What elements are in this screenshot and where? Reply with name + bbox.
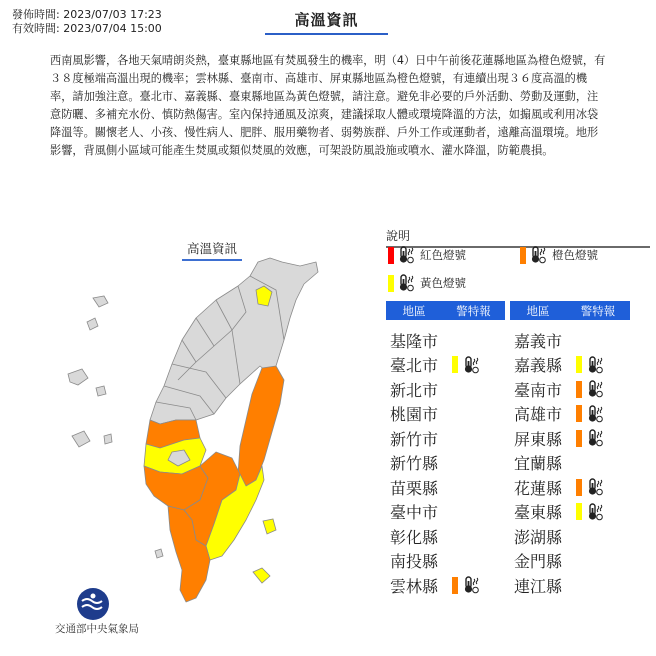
- table-row: [386, 426, 506, 450]
- region-name: 基隆市: [389, 331, 438, 351]
- thermometer-icon: [586, 478, 604, 496]
- region-name: 新竹縣: [389, 454, 438, 473]
- table-row: [386, 524, 506, 548]
- orange-swatch: [520, 247, 526, 264]
- warning-marker: [452, 576, 480, 594]
- orange-level-bar: [576, 430, 582, 447]
- region-name: 宜蘭縣: [513, 454, 562, 473]
- region-name: 苗栗縣: [389, 478, 438, 498]
- map-title: 高溫資訊: [182, 239, 242, 261]
- legend-yellow: [388, 274, 466, 292]
- table-row: [386, 402, 506, 426]
- table-row: [510, 573, 630, 597]
- region-name: 臺北市: [389, 356, 438, 375]
- col-region: 地區: [526, 303, 550, 318]
- region-name: 新竹市: [389, 429, 438, 449]
- table-row: [386, 353, 506, 377]
- description-text: 西南風影響，各地天氣晴朗炎熱，臺東縣地區有焚風發生的機率，明（4）日中午前後花蓮縣地區為橙色燈號，有３８度極端高溫出現的機率；雲林縣、臺南市、高雄市、屏東縣地區為橙色燈號，有連續出現３６度高溫的機率，請加強注意。臺北市、嘉義縣、臺東縣地區為黃色燈號，請注意。避免非必要的戶外活動、勞動及運動，注意防曬、多補充水份、慎防熱傷害。室內保持通風及涼爽，建議採取人體或環境降溫的方法，如搧風或利用冰袋降溫等。關懷老人、小孩、慢性病人、肥胖、服用藥物者、弱勢族群、戶外工作或運動者，遠離高溫環境。地形影響，背風側小區域可能產生焚風或類似焚風的效應，可架設防風設施或噴水、灌水降溫，防範農損。: [50, 54, 606, 157]
- legend-orange-label: 橙色燈號: [552, 248, 598, 262]
- col-warning: 警特報: [456, 303, 491, 318]
- region-name: 桃園市: [389, 405, 438, 424]
- table-row: [510, 524, 630, 548]
- table-row: [510, 475, 630, 499]
- table-row: [386, 500, 506, 524]
- legend-red: [388, 246, 466, 264]
- table-row: [510, 353, 630, 377]
- warning-marker: [576, 478, 604, 496]
- warning-marker: [576, 356, 604, 374]
- table-header-left: [386, 301, 505, 320]
- region-name: 新北市: [389, 380, 438, 400]
- warning-marker: [576, 405, 604, 423]
- region-name: 臺中市: [389, 503, 438, 522]
- warning-marker: [576, 380, 604, 398]
- table-row: [386, 549, 506, 573]
- region-name: 嘉義縣: [513, 356, 562, 375]
- table-row: [386, 377, 506, 401]
- thermometer-icon: [586, 503, 604, 521]
- orange-level-bar: [452, 577, 458, 594]
- table-row: [386, 475, 506, 499]
- thermometer-icon: [586, 380, 604, 398]
- table-row: [510, 549, 630, 573]
- thermometer-icon: [586, 429, 604, 447]
- region-name: 南投縣: [389, 552, 438, 571]
- penghu-islands: [68, 296, 112, 447]
- region-name: 臺南市: [513, 380, 562, 400]
- table-row: [510, 328, 630, 352]
- warning-marker: [576, 429, 604, 447]
- table-row: [386, 451, 506, 475]
- table-header-right: [510, 301, 630, 320]
- red-swatch: [388, 247, 394, 264]
- warning-marker: [576, 503, 604, 521]
- legend-title: 說明: [386, 227, 650, 248]
- region-name: 臺東縣: [513, 503, 562, 522]
- table-row: [510, 426, 630, 450]
- thermometer-icon: [397, 246, 415, 264]
- table-row: [386, 328, 506, 352]
- agency-name: 交通部中央氣象局: [55, 623, 139, 635]
- thermometer-icon: [397, 274, 415, 292]
- table-row: [510, 500, 630, 524]
- orange-level-bar: [576, 381, 582, 398]
- region-name: 連江縣: [513, 576, 562, 596]
- warning-marker: [452, 356, 480, 374]
- yellow-level-bar: [576, 356, 582, 373]
- region-name: 高雄市: [513, 405, 562, 424]
- thermometer-icon: [586, 356, 604, 374]
- col-region: 地區: [402, 303, 426, 318]
- legend-orange: [520, 246, 598, 264]
- issued-time: 發佈時間: 2023/07/03 17:23: [12, 8, 162, 21]
- col-warning: 警特報: [580, 303, 616, 318]
- region-name: 澎湖縣: [513, 527, 562, 547]
- table-row: [510, 377, 630, 401]
- table-row: [510, 451, 630, 475]
- region-name: 嘉義市: [513, 331, 562, 351]
- thermometer-icon: [462, 356, 480, 374]
- region-name: 花蓮縣: [513, 478, 562, 498]
- legend-yellow-label: 黃色燈號: [420, 276, 466, 290]
- thermometer-icon: [529, 246, 547, 264]
- yellow-level-bar: [452, 356, 458, 373]
- legend-red-label: 紅色燈號: [420, 248, 466, 262]
- region-name: 雲林縣: [389, 576, 438, 596]
- orange-level-bar: [576, 405, 582, 422]
- table-row: [386, 573, 506, 597]
- region-name: 彰化縣: [389, 527, 438, 547]
- region-name: 屏東縣: [513, 429, 562, 449]
- table-row: [510, 402, 630, 426]
- yellow-swatch: [388, 275, 394, 292]
- cwb-logo-icon: [76, 587, 110, 621]
- orange-level-bar: [576, 479, 582, 496]
- valid-time: 有效時間: 2023/07/04 15:00: [12, 22, 162, 35]
- yellow-level-bar: [576, 503, 582, 520]
- page-title: 高溫資訊: [265, 9, 388, 35]
- region-name: 金門縣: [513, 552, 562, 571]
- thermometer-icon: [462, 576, 480, 594]
- thermometer-icon: [586, 405, 604, 423]
